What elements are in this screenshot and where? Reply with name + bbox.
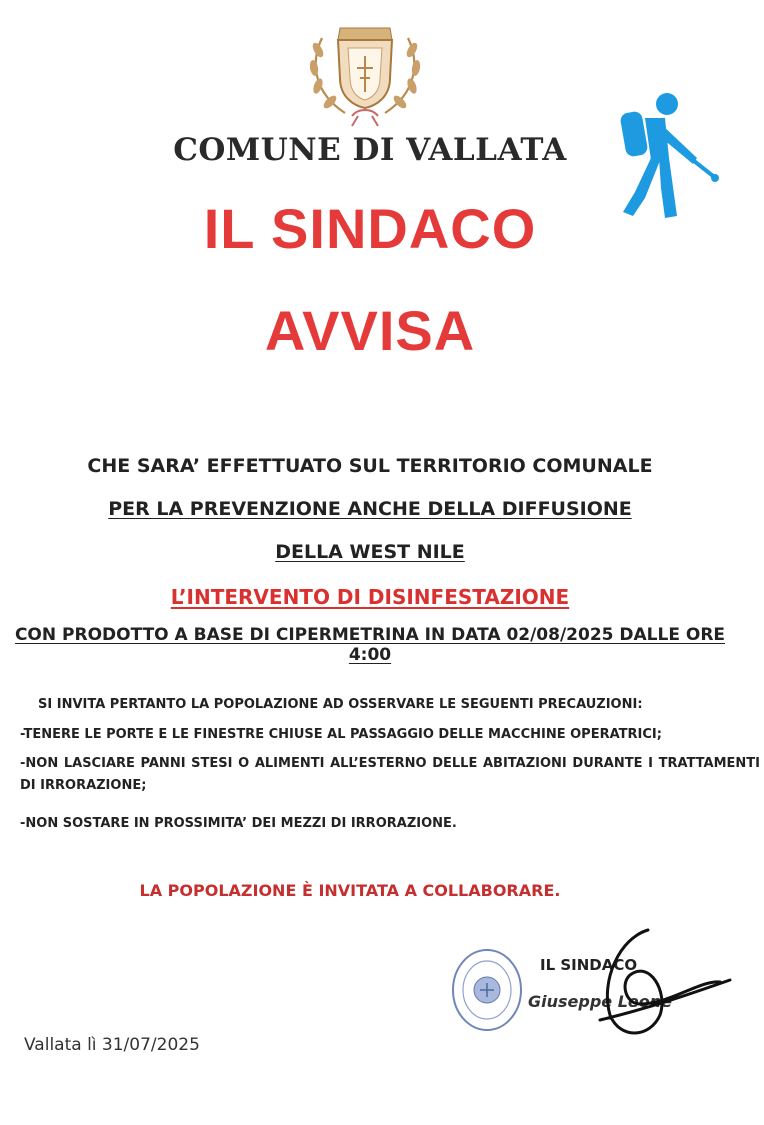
signature-name: Giuseppe Leone: [528, 992, 672, 1011]
official-stamp-icon: [448, 945, 526, 1035]
handwritten-signature-icon: [560, 920, 735, 1055]
closing-statement: LA POPOLAZIONE È INVITATA A COLLABORARE.: [139, 881, 561, 900]
municipal-crest-icon: [300, 8, 430, 133]
signature-title: IL SINDACO: [540, 956, 638, 974]
page-title: IL SINDACO: [203, 197, 537, 260]
page-subtitle: AVVISA: [264, 299, 476, 362]
municipality-name: COMUNE DI VALLATA: [173, 132, 567, 168]
precautions-intro: SI INVITA PERTANTO LA POPOLAZIONE AD OSSERVARE LE SEGUENTI PRECAUZIONI:: [38, 697, 643, 712]
document-date: Vallata lì 31/07/2025: [24, 1035, 200, 1055]
precaution-item: -NON LASCIARE PANNI STESI O ALIMENTI ALL’ESTERNO DELLE ABITAZIONI DURANTE I TRATTAMENTI DI IRRORAZIONE;: [20, 756, 760, 793]
precaution-item: -TENERE LE PORTE E LE FINESTRE CHIUSE AL PASSAGGIO DELLE MACCHINE OPERATRICI;: [20, 727, 662, 742]
notice-line-5: CON PRODOTTO A BASE DI CIPERMETRINA IN DATA 02/08/2025 DALLE ORE 4:00: [14, 625, 726, 665]
notice-line-1: CHE SARA’ EFFETTUATO SUL TERRITORIO COMUNALE: [87, 455, 653, 477]
precaution-item: -NON SOSTARE IN PROSSIMITA’ DEI MEZZI DI IRRORAZIONE.: [20, 816, 457, 831]
notice-line-2: PER LA PREVENZIONE ANCHE DELLA DIFFUSIONE: [108, 498, 632, 520]
notice-line-3: DELLA WEST NILE: [275, 541, 465, 563]
notice-line-4: L’INTERVENTO DI DISINFESTAZIONE: [170, 585, 570, 609]
